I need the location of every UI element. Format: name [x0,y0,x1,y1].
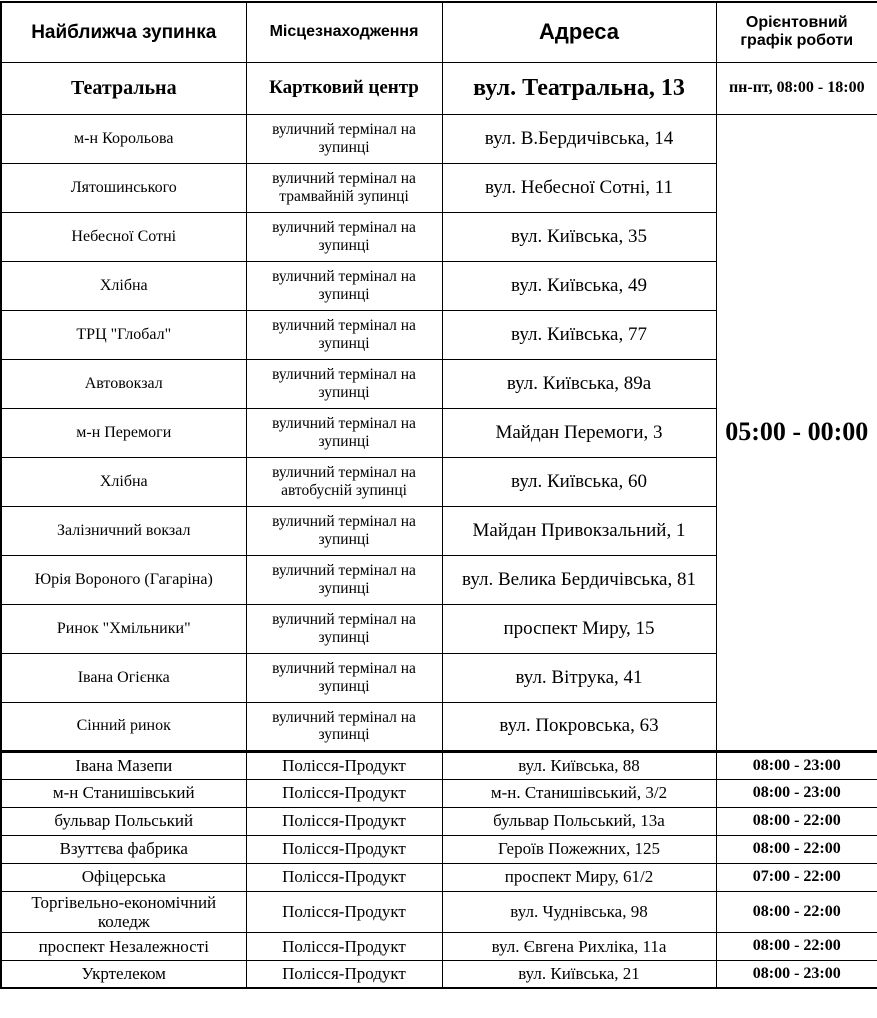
location-cell: Картковий центр [246,62,442,114]
schedule-cell: 08:00 - 22:00 [716,891,877,932]
location-cell: Полісся-Продукт [246,891,442,932]
location-cell: вуличний термінал на зупинці [246,359,442,408]
stop-cell: Небесної Сотні [1,212,246,261]
table-row [1,891,877,932]
location-cell: Полісся-Продукт [246,807,442,835]
address-cell: Майдан Перемоги, 3 [442,408,716,457]
location-cell: вуличний термінал на зупинці [246,261,442,310]
schedule-cell: 08:00 - 22:00 [716,807,877,835]
address-cell: бульвар Польський, 13а [442,807,716,835]
address-cell: вул. Покровська, 63 [442,702,716,751]
address-cell: вул. Київська, 89а [442,359,716,408]
stop-cell: Укртелеком [1,960,246,988]
location-cell: Полісся-Продукт [246,779,442,807]
column-header-location: Місцезнаходження [246,2,442,62]
schedule-cell: 07:00 - 22:00 [716,863,877,891]
stop-cell: Торгівельно-економічний коледж [1,891,246,932]
location-cell: Полісся-Продукт [246,960,442,988]
table-row [1,779,877,807]
address-cell: вул. Київська, 77 [442,310,716,359]
column-header-address: Адреса [442,2,716,62]
location-cell: Полісся-Продукт [246,751,442,779]
address-cell: вул. Київська, 49 [442,261,716,310]
address-cell: вул. Вітрука, 41 [442,653,716,702]
location-cell: Полісся-Продукт [246,932,442,960]
location-cell: вуличний термінал на зупинці [246,408,442,457]
schedule-cell: 08:00 - 22:00 [716,932,877,960]
address-cell: вул. Велика Бердичівська, 81 [442,555,716,604]
stop-cell: м-н Корольова [1,114,246,163]
stop-cell: Івана Мазепи [1,751,246,779]
featured-section [1,62,877,114]
location-cell: Полісся-Продукт [246,863,442,891]
schedule-merged-cell: 05:00 - 00:00 [716,114,877,751]
stop-cell: бульвар Польський [1,807,246,835]
header-row [1,2,877,62]
location-cell: вуличний термінал на зупинці [246,653,442,702]
stop-cell: Театральна [1,62,246,114]
stop-cell: Лятошинського [1,163,246,212]
stop-cell: Хлібна [1,457,246,506]
address-cell: вул. Євгена Рихліка, 11а [442,932,716,960]
address-cell: вул. Театральна, 13 [442,62,716,114]
address-cell: вул. Київська, 60 [442,457,716,506]
location-cell: вуличний термінал на зупинці [246,604,442,653]
stop-cell: Юрія Вороного (Гагаріна) [1,555,246,604]
table-row [1,960,877,988]
store-section [1,751,877,988]
stop-cell: Івана Огієнка [1,653,246,702]
schedule-cell: пн-пт, 08:00 - 18:00 [716,62,877,114]
address-cell: проспект Миру, 61/2 [442,863,716,891]
stop-cell: проспект Незалежності [1,932,246,960]
table-row [1,807,877,835]
address-cell: вул. Чуднівська, 98 [442,891,716,932]
location-cell: вуличний термінал на трамвайній зупинці [246,163,442,212]
stop-cell: Ринок "Хмільники" [1,604,246,653]
stop-cell: Офіцерська [1,863,246,891]
stop-cell: ТРЦ "Глобал" [1,310,246,359]
table-row [1,62,877,114]
location-cell: вуличний термінал на зупинці [246,114,442,163]
stop-cell: Сінний ринок [1,702,246,751]
stop-cell: Автовокзал [1,359,246,408]
column-header-schedule: Орієнтовний графік роботи [716,2,877,62]
table-row [1,751,877,779]
column-header-nearest-stop: Найближча зупинка [1,2,246,62]
stop-cell: м-н Перемоги [1,408,246,457]
address-cell: Героїв Пожежних, 125 [442,835,716,863]
table-row [1,114,877,163]
address-cell: вул. Київська, 21 [442,960,716,988]
address-cell: м-н. Станишівський, 3/2 [442,779,716,807]
address-cell: вул. В.Бердичівська, 14 [442,114,716,163]
location-cell: вуличний термінал на зупинці [246,310,442,359]
schedule-cell: 08:00 - 23:00 [716,779,877,807]
location-cell: вуличний термінал на зупинці [246,506,442,555]
location-cell: Полісся-Продукт [246,835,442,863]
stop-cell: Взуттєва фабрика [1,835,246,863]
table-row [1,863,877,891]
table-header [1,2,877,62]
location-cell: вуличний термінал на зупинці [246,555,442,604]
location-cell: вуличний термінал на зупинці [246,702,442,751]
address-cell: проспект Миру, 15 [442,604,716,653]
address-cell: вул. Небесної Сотні, 11 [442,163,716,212]
payment-terminals-table [0,1,877,989]
location-cell: вуличний термінал на автобусній зупинці [246,457,442,506]
stop-cell: Залізничний вокзал [1,506,246,555]
street-terminal-section [1,114,877,751]
address-cell: Майдан Привокзальний, 1 [442,506,716,555]
schedule-cell: 08:00 - 23:00 [716,960,877,988]
address-cell: вул. Київська, 35 [442,212,716,261]
table-row [1,835,877,863]
stop-cell: м-н Станишівський [1,779,246,807]
schedule-cell: 08:00 - 22:00 [716,835,877,863]
address-cell: вул. Київська, 88 [442,751,716,779]
stop-cell: Хлібна [1,261,246,310]
location-cell: вуличний термінал на зупинці [246,212,442,261]
table-row [1,932,877,960]
schedule-cell: 08:00 - 23:00 [716,751,877,779]
